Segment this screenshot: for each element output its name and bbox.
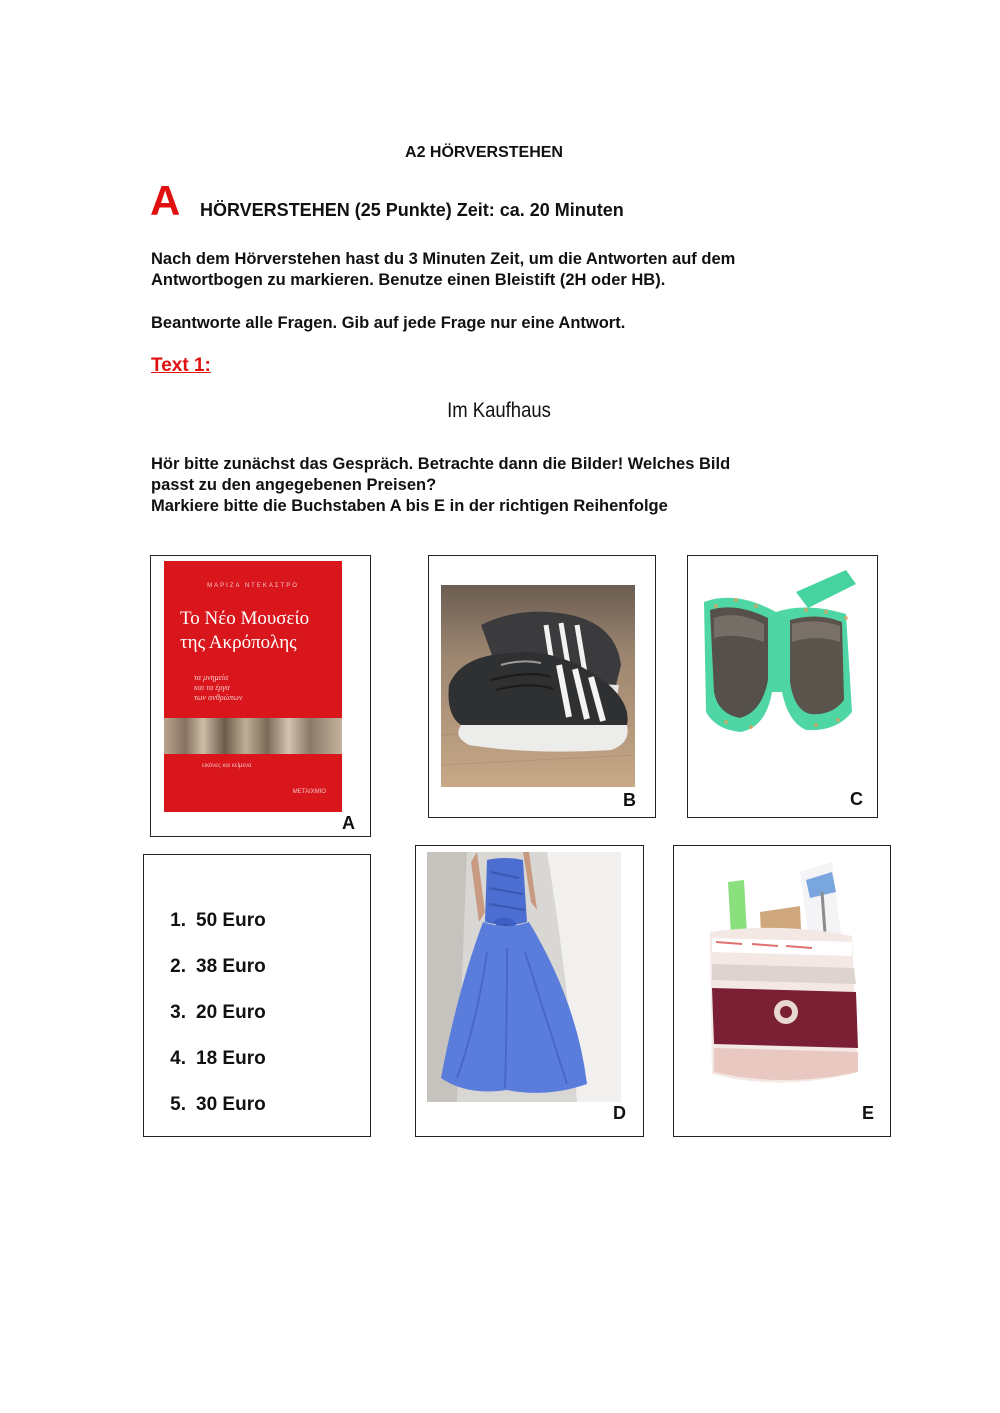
sneakers-image bbox=[441, 585, 635, 787]
price-item: 4. 18 Euro bbox=[170, 1048, 266, 1069]
picture-c-card[interactable] bbox=[687, 555, 878, 818]
instructions-line-1: Nach dem Hörverstehen hast du 3 Minuten Zeit, um die Antworten auf dem bbox=[151, 250, 736, 268]
price-list-box bbox=[143, 854, 371, 1137]
sneakers-illustration bbox=[441, 585, 635, 787]
picture-b-letter: B bbox=[623, 790, 636, 810]
book-photo-strip bbox=[164, 718, 342, 754]
book-subtitle: τα μνημεία και τα έργα των ανθρώπων bbox=[194, 673, 243, 702]
picture-a-card[interactable] bbox=[150, 555, 371, 837]
sunglasses-illustration bbox=[696, 562, 860, 774]
instructions-line-2: Antwortbogen zu markieren. Benutze einen Bleistift (2H oder HB). bbox=[151, 271, 666, 289]
document-title: A2 HÖRVERSTEHEN bbox=[405, 144, 563, 161]
picture-c-letter: C bbox=[850, 789, 863, 809]
picture-d-card[interactable] bbox=[415, 845, 644, 1137]
picture-e-card[interactable] bbox=[673, 845, 891, 1137]
sunglasses-image bbox=[696, 562, 860, 774]
pencil-case-image bbox=[682, 852, 878, 1108]
task-line-1: Hör bitte zunächst das Gespräch. Betrachte dann die Bilder! Welches Bild bbox=[151, 455, 731, 473]
price-item: 1. 50 Euro bbox=[170, 910, 266, 931]
book-author: ΜΑΡΙΖΑ ΝΤΕΚΑΣΤΡΟ bbox=[207, 583, 299, 589]
price-item: 5. 30 Euro bbox=[170, 1094, 266, 1115]
book-caption: εικόνες και κείμενα bbox=[202, 763, 252, 769]
section-letter: A bbox=[150, 177, 181, 224]
price-item: 2. 38 Euro bbox=[170, 956, 266, 977]
dress-image bbox=[427, 852, 621, 1102]
picture-b-card[interactable] bbox=[428, 555, 656, 818]
section-heading: HÖRVERSTEHEN (25 Punkte) Zeit: ca. 20 Minuten bbox=[200, 200, 624, 220]
task-line-2: passt zu den angegebenen Preisen? bbox=[151, 476, 437, 494]
pencil-case-illustration bbox=[682, 852, 878, 1108]
task-line-3: Markiere bitte die Buchstaben A bis E in der richtigen Reihenfolge bbox=[151, 497, 668, 515]
price-item: 3. 20 Euro bbox=[170, 1002, 266, 1023]
picture-e-letter: E bbox=[862, 1103, 875, 1123]
picture-a-letter: A bbox=[342, 813, 355, 833]
instructions-paragraph bbox=[151, 249, 851, 291]
text-title: Im Kaufhaus bbox=[447, 399, 551, 422]
instructions-line-3: Beantworte alle Fragen. Gib auf jede Frage nur eine Antwort. bbox=[151, 314, 626, 332]
task-paragraph bbox=[151, 454, 851, 517]
text-label: Text 1: bbox=[151, 355, 211, 376]
price-list bbox=[155, 909, 266, 1139]
book-publisher: ΜΕΤΑΙΧΜΙΟ bbox=[292, 789, 326, 795]
dress-illustration bbox=[427, 852, 621, 1102]
book-cover-image bbox=[164, 561, 342, 812]
picture-d-letter: D bbox=[613, 1103, 626, 1123]
book-title: Το Νέο Μουσείο της Ακρόπολης bbox=[180, 608, 310, 653]
